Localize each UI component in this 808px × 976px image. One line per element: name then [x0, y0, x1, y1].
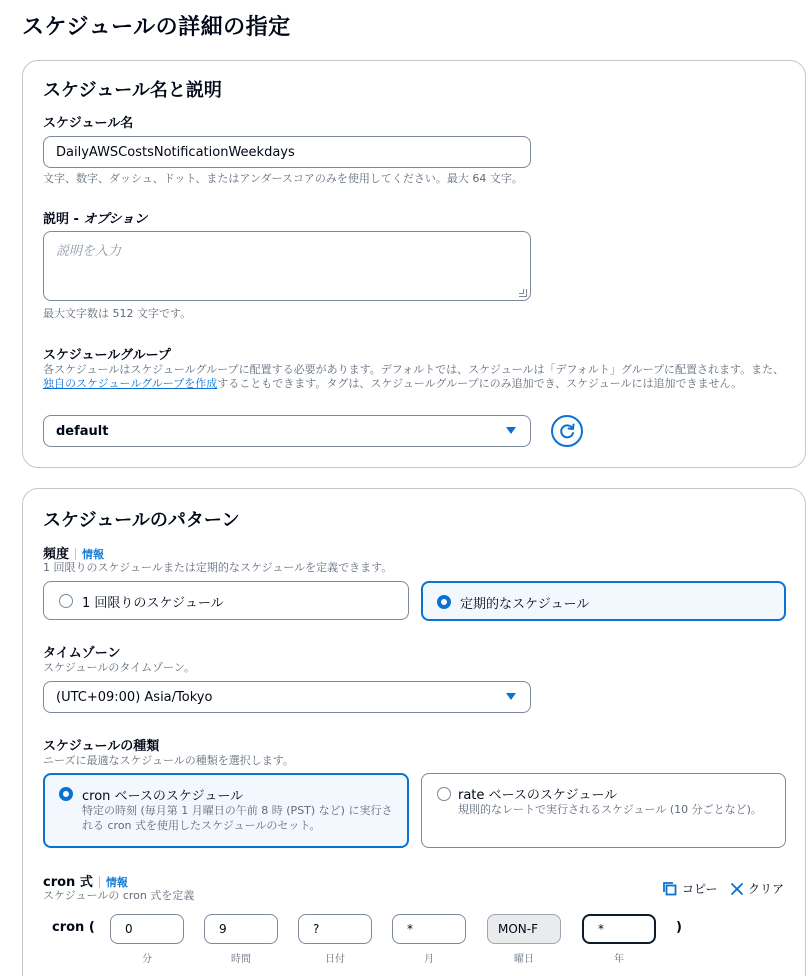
- clear-label: クリア: [748, 882, 785, 896]
- clear-button[interactable]: [730, 880, 784, 897]
- cron-day-input[interactable]: ?: [298, 914, 372, 944]
- copy-label: コピー: [682, 882, 718, 896]
- schedule-name-value: DailyAWSCostsNotificationWeekdays: [56, 144, 295, 160]
- copy-icon: [662, 881, 678, 897]
- cron-weekday-input[interactable]: MON-F: [487, 914, 561, 944]
- schedule-group-value: default: [56, 423, 109, 439]
- caret-down-icon: [506, 693, 516, 700]
- cron-year-input[interactable]: *: [582, 914, 656, 944]
- refresh-button[interactable]: [551, 415, 583, 447]
- schedule-name-input[interactable]: [43, 136, 531, 168]
- schedule-type-description: ニーズに最適なスケジュールの種類を選択します。: [43, 754, 294, 767]
- one-time-schedule-option[interactable]: [43, 581, 409, 620]
- cron-weekday-caption: 曜日: [514, 954, 534, 965]
- schedule-name-hint: 文字、数字、ダッシュ、ドット、またはアンダースコアのみを使用してください。最大 64 文字。: [43, 172, 523, 185]
- recurring-schedule-label: 定期的なスケジュール: [460, 597, 590, 612]
- details-heading: スケジュール名と説明: [43, 80, 222, 101]
- cron-close-paren: ): [676, 920, 682, 935]
- cron-schedule-description: 特定の時刻 (毎月第 1 月曜日の午前 8 時 (PST) など) に実行される cron 式を使用したスケジュールのセット。: [82, 804, 393, 832]
- create-group-link[interactable]: 独自のスケジュールグループを作成: [43, 377, 218, 390]
- cron-month-caption: 月: [424, 954, 434, 965]
- refresh-icon: [557, 421, 577, 441]
- cron-label-row: [43, 871, 128, 890]
- schedule-group-select[interactable]: [43, 415, 531, 447]
- timezone-select[interactable]: [43, 681, 531, 713]
- frequency-label: 頻度: [43, 547, 70, 562]
- cron-open-paren: cron (: [52, 920, 95, 935]
- cron-minute-caption: 分: [142, 954, 152, 965]
- frequency-description: 1 回限りのスケジュールまたは定期的なスケジュールを定義できます。: [43, 561, 393, 574]
- pattern-heading: スケジュールのパターン: [43, 510, 240, 531]
- page-title: スケジュールの詳細の指定: [22, 15, 291, 40]
- timezone-label: タイムゾーン: [43, 646, 121, 661]
- caret-down-icon: [506, 427, 516, 434]
- radio-checked-icon: [59, 787, 73, 801]
- description-textarea[interactable]: [43, 231, 531, 301]
- cron-hour-caption: 時間: [231, 954, 251, 965]
- recurring-schedule-option[interactable]: [421, 581, 786, 621]
- cron-minute-input[interactable]: 0: [110, 914, 184, 944]
- resize-grip-icon[interactable]: [519, 289, 527, 297]
- copy-button[interactable]: [662, 880, 718, 897]
- timezone-value: (UTC+09:00) Asia/Tokyo: [56, 689, 213, 705]
- schedule-group-label: スケジュールグループ: [43, 348, 171, 363]
- cron-day-caption: 日付: [325, 954, 345, 965]
- rate-schedule-option[interactable]: [421, 773, 786, 848]
- cron-month-input[interactable]: *: [392, 914, 466, 944]
- description-hint: 最大文字数は 512 文字です。: [43, 307, 192, 320]
- cron-description: スケジュールの cron 式を定義: [43, 889, 195, 902]
- description-placeholder: 説明を入力: [56, 244, 122, 259]
- cron-label: cron 式: [43, 875, 93, 890]
- frequency-label-row: [43, 543, 104, 562]
- frequency-info-link[interactable]: 情報: [82, 548, 105, 561]
- cron-schedule-option[interactable]: [43, 773, 409, 848]
- cron-hour-input[interactable]: 9: [204, 914, 278, 944]
- radio-unchecked-icon: [437, 787, 451, 801]
- cron-year-caption: 年: [614, 954, 624, 965]
- description-label: 説明 - オプション: [43, 212, 148, 227]
- schedule-name-label: スケジュール名: [43, 116, 134, 131]
- close-icon: [730, 882, 744, 896]
- cron-info-link[interactable]: 情報: [105, 876, 128, 889]
- radio-unchecked-icon: [59, 594, 73, 608]
- schedule-group-description: 各スケジュールはスケジュールグループに配置する必要があります。デフォルトでは、スケジュールは「デフォルト」グループに配置されます。また、独自のスケジュールグループを作成することもできます。タグは、スケジュールグループにのみ追加でき、スケジュールには追加できません。: [43, 363, 785, 390]
- timezone-description: スケジュールのタイムゾーン。: [43, 661, 196, 674]
- rate-schedule-label: rate ベースのスケジュール: [458, 788, 618, 803]
- radio-checked-icon: [437, 595, 451, 609]
- one-time-schedule-label: 1 回限りのスケジュール: [82, 596, 224, 611]
- cron-schedule-label: cron ベースのスケジュール: [82, 789, 244, 804]
- rate-schedule-description: 規則的なレートで実行されるスケジュール (10 分ごとなど)。: [458, 803, 762, 816]
- schedule-type-label: スケジュールの種類: [43, 739, 160, 754]
